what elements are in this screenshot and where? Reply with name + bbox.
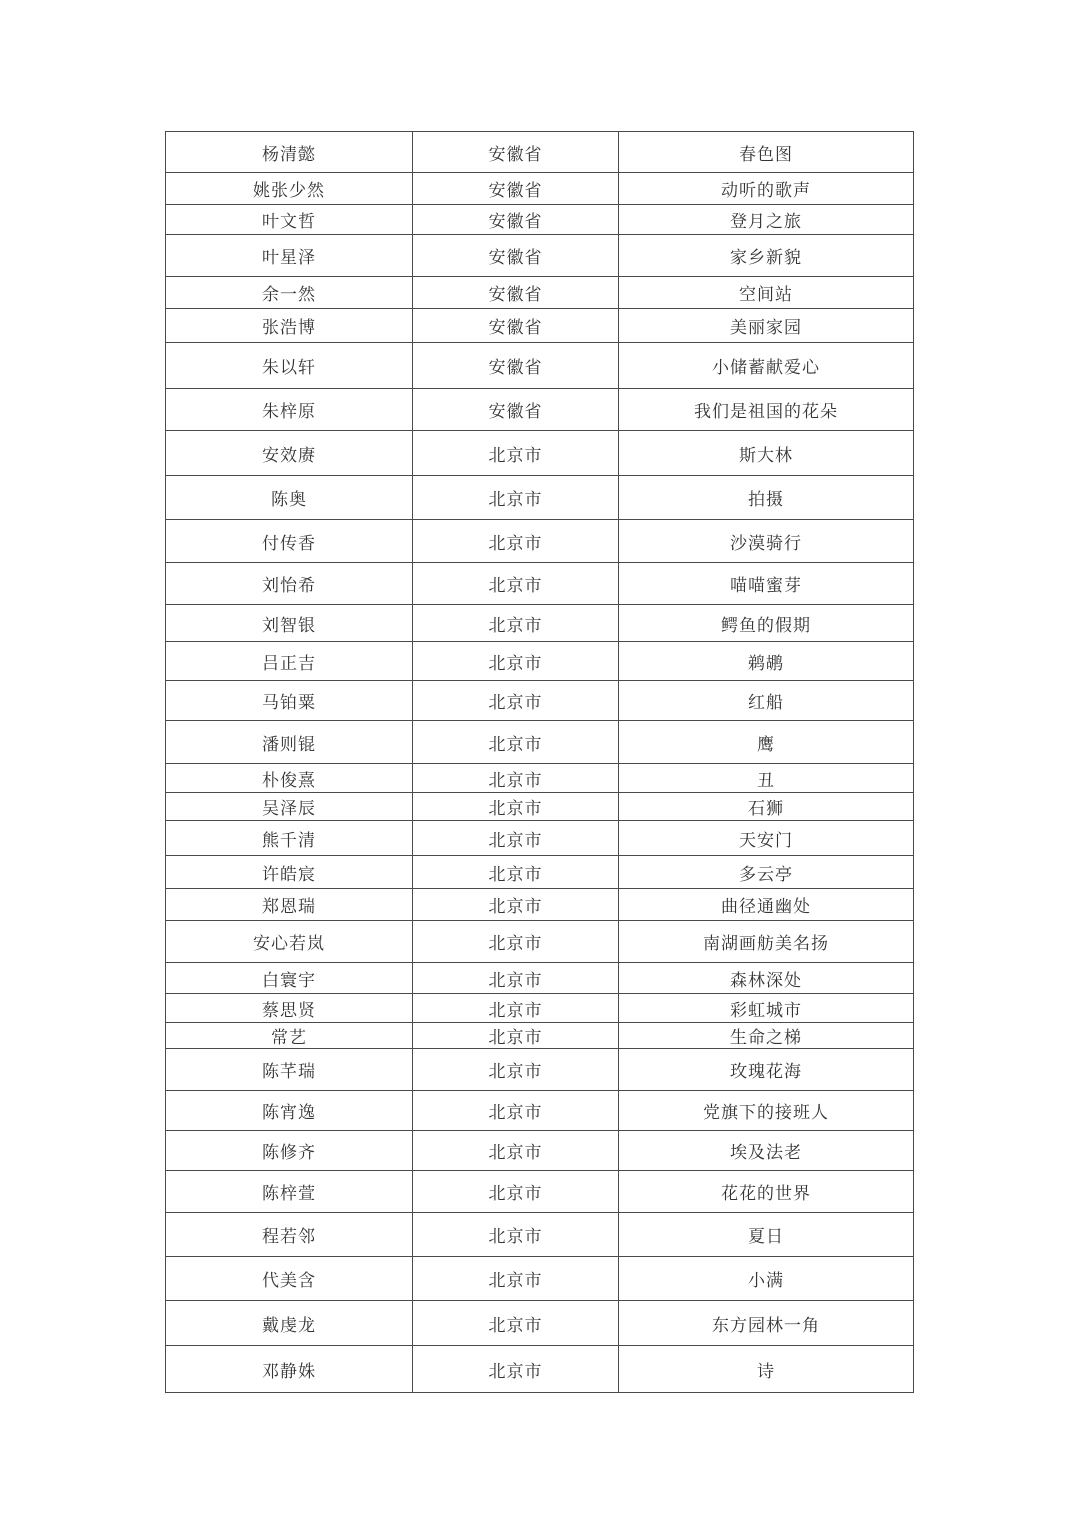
title-cell: 南湖画舫美名扬 [619,921,914,963]
table-row [166,721,914,764]
title-cell: 美丽家园 [619,309,914,343]
province-cell: 北京市 [413,605,619,642]
table-row [166,889,914,921]
name-cell: 潘则锟 [166,721,413,764]
province-cell: 北京市 [413,856,619,889]
title-cell: 玫瑰花海 [619,1049,914,1091]
title-cell: 家乡新貌 [619,235,914,277]
province-cell: 北京市 [413,681,619,721]
province-cell: 北京市 [413,563,619,605]
province-cell: 安徽省 [413,277,619,309]
table-body [166,132,914,1393]
name-cell: 陈梓萱 [166,1171,413,1213]
title-cell: 沙漠骑行 [619,520,914,563]
name-cell: 叶文哲 [166,205,413,235]
province-cell: 安徽省 [413,173,619,205]
name-cell: 安心若岚 [166,921,413,963]
province-cell: 北京市 [413,793,619,821]
table-row [166,235,914,277]
title-cell: 拍摄 [619,476,914,520]
table-row [166,343,914,389]
province-cell: 北京市 [413,431,619,476]
title-cell: 小满 [619,1257,914,1301]
title-cell: 丑 [619,764,914,793]
name-cell: 吕正吉 [166,642,413,681]
name-cell: 杨清懿 [166,132,413,173]
province-cell: 北京市 [413,642,619,681]
province-cell: 北京市 [413,963,619,994]
province-cell: 北京市 [413,1346,619,1393]
name-cell: 戴虔龙 [166,1301,413,1346]
province-cell: 北京市 [413,1301,619,1346]
title-cell: 登月之旅 [619,205,914,235]
title-cell: 鹈鹕 [619,642,914,681]
province-cell: 北京市 [413,1023,619,1049]
title-cell: 动听的歌声 [619,173,914,205]
title-cell: 小储蓄献爱心 [619,343,914,389]
table-row [166,921,914,963]
title-cell: 森林深处 [619,963,914,994]
name-cell: 吴泽辰 [166,793,413,821]
name-cell: 许皓宸 [166,856,413,889]
table-row [166,793,914,821]
table-row [166,476,914,520]
province-cell: 北京市 [413,520,619,563]
award-roster-table [165,131,914,1393]
name-cell: 蔡思贤 [166,994,413,1023]
table-row [166,963,914,994]
title-cell: 花花的世界 [619,1171,914,1213]
table-row [166,1213,914,1257]
title-cell: 党旗下的接班人 [619,1091,914,1131]
province-cell: 安徽省 [413,343,619,389]
name-cell: 刘怡希 [166,563,413,605]
province-cell: 北京市 [413,889,619,921]
province-cell: 北京市 [413,994,619,1023]
province-cell: 北京市 [413,1213,619,1257]
province-cell: 北京市 [413,1131,619,1171]
title-cell: 空间站 [619,277,914,309]
title-cell: 石狮 [619,793,914,821]
table-row [166,1131,914,1171]
name-cell: 白寰宇 [166,963,413,994]
title-cell: 鳄鱼的假期 [619,605,914,642]
province-cell: 北京市 [413,921,619,963]
table-row [166,563,914,605]
table-row [166,681,914,721]
table-row [166,764,914,793]
name-cell: 付传香 [166,520,413,563]
province-cell: 北京市 [413,1171,619,1213]
title-cell: 鹰 [619,721,914,764]
province-cell: 北京市 [413,1091,619,1131]
province-cell: 安徽省 [413,235,619,277]
name-cell: 邓静姝 [166,1346,413,1393]
name-cell: 郑恩瑞 [166,889,413,921]
province-cell: 北京市 [413,721,619,764]
table-row [166,821,914,856]
table-row [166,132,914,173]
name-cell: 熊千清 [166,821,413,856]
name-cell: 朴俊熹 [166,764,413,793]
name-cell: 叶星泽 [166,235,413,277]
table-row [166,642,914,681]
province-cell: 北京市 [413,476,619,520]
name-cell: 余一然 [166,277,413,309]
table-row [166,431,914,476]
name-cell: 陈奥 [166,476,413,520]
name-cell: 程若邻 [166,1213,413,1257]
table-row [166,1049,914,1091]
name-cell: 姚张少然 [166,173,413,205]
name-cell: 陈芊瑞 [166,1049,413,1091]
title-cell: 曲径通幽处 [619,889,914,921]
province-cell: 北京市 [413,821,619,856]
table-row [166,1346,914,1393]
name-cell: 安效赓 [166,431,413,476]
name-cell: 刘智银 [166,605,413,642]
name-cell: 陈修齐 [166,1131,413,1171]
table-row [166,1023,914,1049]
title-cell: 诗 [619,1346,914,1393]
table-row [166,205,914,235]
title-cell: 天安门 [619,821,914,856]
title-cell: 喵喵蜜芽 [619,563,914,605]
table-row [166,173,914,205]
title-cell: 东方园林一角 [619,1301,914,1346]
table-row [166,309,914,343]
table-row [166,1171,914,1213]
province-cell: 安徽省 [413,205,619,235]
table-row [166,856,914,889]
table-row [166,389,914,431]
province-cell: 安徽省 [413,389,619,431]
name-cell: 陈宵逸 [166,1091,413,1131]
table-row [166,994,914,1023]
table-row [166,520,914,563]
title-cell: 红船 [619,681,914,721]
title-cell: 彩虹城市 [619,994,914,1023]
table-row [166,1301,914,1346]
province-cell: 安徽省 [413,132,619,173]
province-cell: 北京市 [413,764,619,793]
table-row [166,1257,914,1301]
title-cell: 我们是祖国的花朵 [619,389,914,431]
table-row [166,605,914,642]
title-cell: 夏日 [619,1213,914,1257]
table-row [166,1091,914,1131]
title-cell: 埃及法老 [619,1131,914,1171]
name-cell: 朱梓原 [166,389,413,431]
name-cell: 马铂粟 [166,681,413,721]
name-cell: 张浩博 [166,309,413,343]
title-cell: 多云亭 [619,856,914,889]
province-cell: 北京市 [413,1049,619,1091]
table-row [166,277,914,309]
name-cell: 常艺 [166,1023,413,1049]
title-cell: 斯大林 [619,431,914,476]
province-cell: 安徽省 [413,309,619,343]
title-cell: 春色图 [619,132,914,173]
name-cell: 代美含 [166,1257,413,1301]
title-cell: 生命之梯 [619,1023,914,1049]
name-cell: 朱以轩 [166,343,413,389]
province-cell: 北京市 [413,1257,619,1301]
